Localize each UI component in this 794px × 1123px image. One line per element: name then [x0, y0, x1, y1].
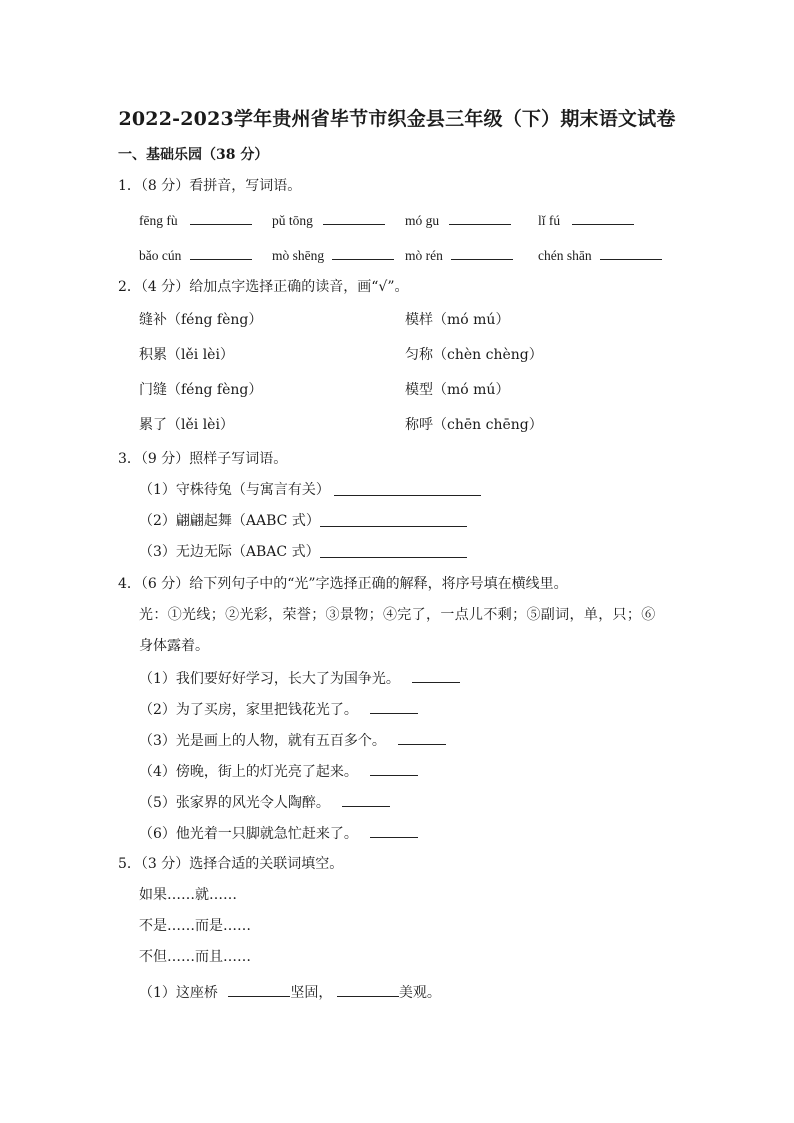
pinyin-label: pǔ tōng [272, 213, 313, 228]
q4-sentence: （6）他光着一只脚就急忙赶来了。 [139, 826, 358, 842]
q1-stem: 1．（8 分）看拼音，写词语。 [118, 178, 302, 194]
answer-blank[interactable] [370, 761, 418, 776]
q5-option: 如果……就…… [139, 887, 237, 903]
pinyin-label: mò shēng [272, 248, 325, 263]
answer-blank[interactable] [190, 245, 252, 260]
q3-item [139, 481, 330, 499]
answer-blank[interactable] [332, 245, 394, 260]
q2-choice[interactable]: 匀称（chèn chèng） [405, 347, 543, 363]
q2-choice[interactable]: 缝补（féng fèng） [139, 312, 263, 328]
q2-choice[interactable]: 模型（mó mú） [405, 382, 510, 398]
q2-choice[interactable]: 模样（mó mú） [405, 312, 510, 328]
q4-item [139, 699, 418, 719]
answer-blank[interactable] [337, 982, 399, 997]
q5-stem: 5．（3 分）选择合适的关联词填空。 [118, 856, 344, 872]
q4-item [139, 668, 460, 688]
q4-definitions-cont: 身体露着。 [139, 638, 209, 654]
pinyin-label: fēng fù [139, 213, 178, 228]
q3-item [139, 543, 320, 561]
answer-blank[interactable] [228, 982, 290, 997]
answer-blank[interactable] [449, 210, 511, 225]
q3-stem: 3．（9 分）照样子写词语。 [118, 451, 288, 467]
q1-pinyin-item [405, 245, 513, 265]
q4-definitions: 光：①光线；②光彩，荣誉；③景物；④完了，一点儿不剩；⑤副词，单，只；⑥ [139, 607, 656, 623]
q1-pinyin-item [139, 245, 252, 265]
answer-blank[interactable] [342, 792, 390, 807]
section-heading: 一、基础乐园（38 分） [118, 147, 269, 163]
q1-pinyin-item [538, 245, 662, 265]
q2-choice[interactable]: 门缝（féng fèng） [139, 382, 263, 398]
q1-pinyin-item [538, 210, 634, 230]
q3-item-label: （3）无边无际（ABAC 式） [139, 544, 320, 560]
q5-option: 不是……而是…… [139, 918, 251, 934]
q4-item [139, 823, 418, 843]
answer-blank[interactable] [370, 699, 418, 714]
q1-pinyin-item [272, 210, 385, 230]
pinyin-label: mó gu [405, 213, 440, 228]
q4-sentence: （2）为了买房，家里把钱花光了。 [139, 702, 358, 718]
q5-item-text: 坚固， [290, 985, 333, 1001]
q1-pinyin-item [139, 210, 252, 230]
pinyin-label: chén shān [538, 248, 592, 263]
answer-blank[interactable] [320, 543, 467, 558]
q4-stem: 4．（6 分）给下列句子中的“光”字选择正确的解释，将序号填在横线里。 [118, 576, 568, 592]
answer-blank[interactable] [600, 245, 662, 260]
q2-choice[interactable]: 累了（lěi lèi） [139, 417, 234, 433]
pinyin-label: lǐ fú [538, 213, 561, 228]
answer-blank[interactable] [370, 823, 418, 838]
answer-blank[interactable] [412, 668, 460, 683]
q4-sentence: （3）光是画上的人物，就有五百多个。 [139, 733, 386, 749]
q4-item [139, 761, 418, 781]
q3-item-label: （1）守株待兔（与寓言有关） [139, 482, 330, 498]
q1-pinyin-item [272, 245, 394, 265]
q4-sentence: （5）张家界的风光令人陶醉。 [139, 795, 330, 811]
page-title: 2022-2023学年贵州省毕节市织金县三年级（下）期末语文试卷 [118, 108, 676, 130]
pinyin-label: mò rén [405, 248, 443, 263]
q5-item [139, 982, 441, 1002]
q4-item [139, 792, 390, 812]
answer-blank[interactable] [323, 210, 385, 225]
q3-item [139, 512, 320, 530]
answer-blank[interactable] [398, 730, 446, 745]
q5-item-text: 美观。 [398, 985, 441, 1001]
q2-choice[interactable]: 称呼（chēn chēng） [405, 417, 543, 433]
answer-blank[interactable] [190, 210, 252, 225]
q5-item-text: （1）这座桥 [139, 985, 218, 1001]
q4-sentence: （4）傍晚，街上的灯光亮了起来。 [139, 764, 358, 780]
answer-blank[interactable] [572, 210, 634, 225]
q4-item [139, 730, 446, 750]
q1-pinyin-item [405, 210, 511, 230]
q5-option: 不但……而且…… [139, 949, 251, 965]
q4-sentence: （1）我们要好好学习，长大了为国争光。 [139, 671, 400, 687]
q2-choice[interactable]: 积累（lěi lèi） [139, 347, 234, 363]
answer-blank[interactable] [334, 481, 481, 496]
q2-stem: 2．（4 分）给加点字选择正确的读音，画“√”。 [118, 279, 409, 295]
pinyin-label: bǎo cún [139, 248, 182, 263]
answer-blank[interactable] [451, 245, 513, 260]
q3-item-label: （2）翩翩起舞（AABC 式） [139, 513, 320, 529]
answer-blank[interactable] [320, 512, 467, 527]
